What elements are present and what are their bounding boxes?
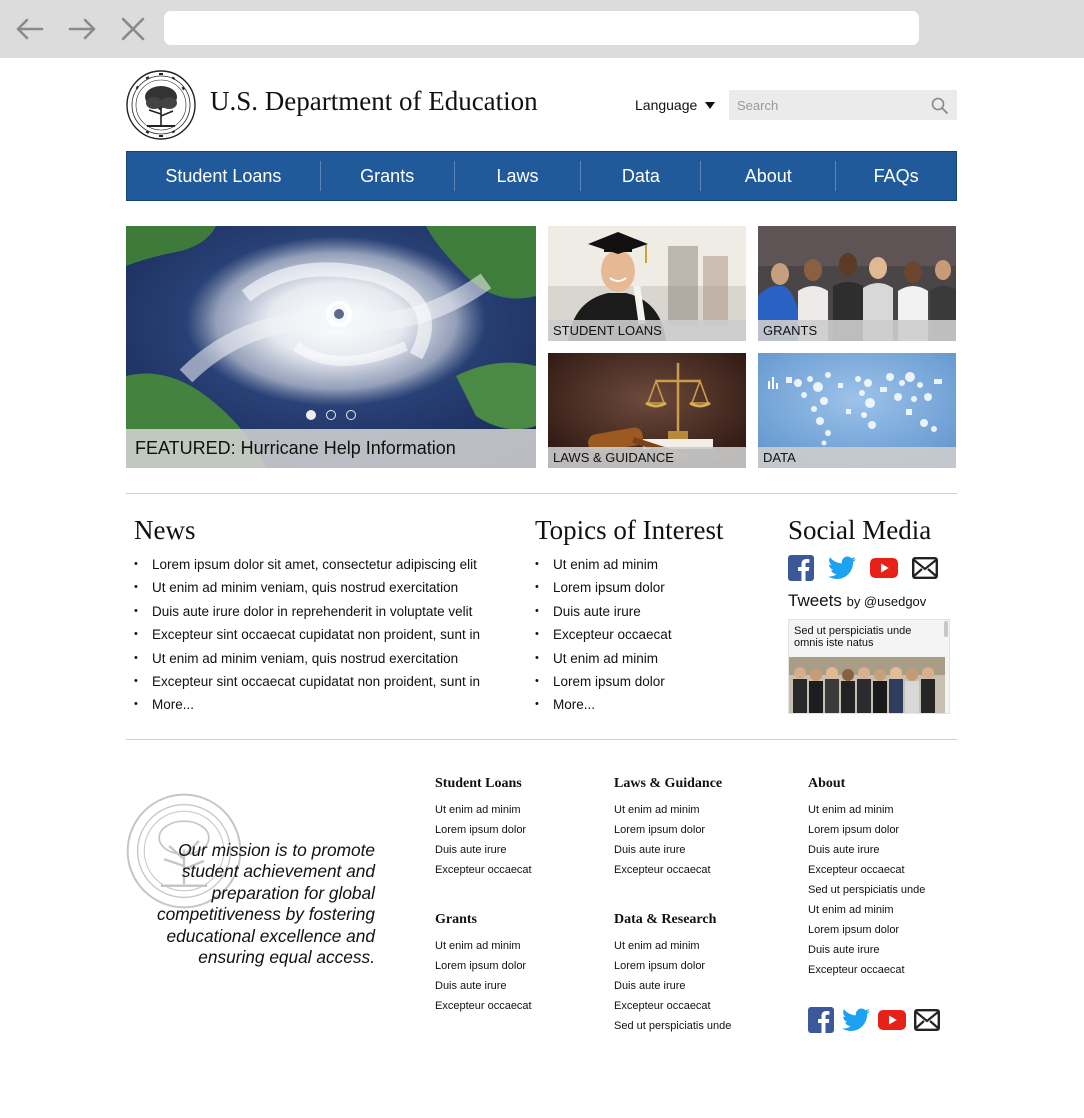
topic-item[interactable]: • Lorem ipsum dolor: [535, 576, 672, 599]
topic-item[interactable]: • Excepteur occaecat: [535, 623, 672, 646]
footer-link[interactable]: Ut enim ad minim: [614, 804, 700, 816]
tile-data[interactable]: [758, 353, 956, 468]
footer-data-research-heading[interactable]: Data & Research: [614, 912, 717, 927]
nav-student-loans[interactable]: Student Loans: [165, 165, 282, 186]
footer-data-research-links: [614, 936, 731, 1036]
tweet-group-photo: [789, 657, 945, 714]
footer-about-heading[interactable]: About: [808, 776, 846, 791]
footer-link[interactable]: Ut enim ad minim: [808, 904, 894, 916]
tweets-handle[interactable]: by @usedgov: [846, 594, 927, 609]
footer-link[interactable]: Lorem ipsum dolor: [808, 824, 900, 836]
news-item[interactable]: • Excepteur sint occaecat cupidatat non proident, sunt in: [134, 670, 480, 693]
footer-link[interactable]: Lorem ipsum dolor: [614, 960, 706, 972]
footer-link[interactable]: Duis aute irure: [614, 844, 686, 856]
language-label: Language: [635, 97, 698, 113]
footer-link[interactable]: Ut enim ad minim: [435, 940, 521, 952]
main-navigation: [126, 151, 957, 201]
nav-data[interactable]: Data: [621, 165, 660, 186]
footer-link[interactable]: Excepteur occaecat: [435, 864, 532, 876]
tweets-label: [788, 591, 926, 611]
nav-grants[interactable]: Grants: [360, 165, 415, 186]
topic-item[interactable]: • Lorem ipsum dolor: [535, 670, 672, 693]
carousel-dot-2[interactable]: [326, 410, 336, 420]
language-selector[interactable]: [635, 97, 715, 113]
youtube-icon[interactable]: [870, 558, 898, 578]
featured-caption[interactable]: FEATURED: Hurricane Help Information: [126, 429, 536, 468]
browser-toolbar: [0, 0, 1084, 58]
social-heading: Social Media: [788, 515, 932, 545]
news-more-link[interactable]: • More...: [134, 693, 480, 716]
footer-link[interactable]: Lorem ipsum dolor: [808, 924, 900, 936]
stop-button[interactable]: [116, 12, 150, 46]
footer-about-links: [808, 800, 925, 980]
news-item[interactable]: • Ut enim ad minim veniam, quis nostrud exercitation: [134, 647, 480, 670]
arrow-right-icon: [68, 17, 98, 41]
caret-down-icon: [705, 102, 715, 109]
featured-carousel[interactable]: [126, 226, 536, 468]
carousel-dot-1[interactable]: [306, 410, 316, 420]
footer-laws-links: [614, 800, 711, 880]
carousel-dot-3[interactable]: [346, 410, 356, 420]
footer-link[interactable]: Duis aute irure: [808, 944, 880, 956]
footer-link[interactable]: Excepteur occaecat: [808, 964, 905, 976]
mission-statement: Our mission is to promote student achievement and preparation for global competitiveness by fostering educational excellence and ensuring equal access.: [156, 840, 375, 968]
footer-laws-heading[interactable]: Laws & Guidance: [614, 776, 723, 791]
footer-link[interactable]: Lorem ipsum dolor: [435, 824, 527, 836]
footer-social-icons: [808, 1007, 940, 1033]
site-title[interactable]: U.S. Department of Education: [210, 86, 538, 116]
news-item[interactable]: • Ut enim ad minim veniam, quis nostrud exercitation: [134, 576, 480, 599]
footer-link[interactable]: Sed ut perspiciatis unde: [614, 1020, 732, 1032]
footer-link[interactable]: Excepteur occaecat: [435, 1000, 532, 1012]
topics-list: [535, 553, 672, 717]
facebook-icon[interactable]: [808, 1007, 834, 1033]
news-list: [134, 553, 480, 717]
topics-heading: Topics of Interest: [535, 515, 724, 545]
footer-grants-heading[interactable]: Grants: [435, 912, 477, 927]
footer-link[interactable]: Ut enim ad minim: [435, 804, 521, 816]
mail-icon[interactable]: [912, 557, 938, 579]
youtube-icon[interactable]: [878, 1010, 906, 1030]
footer-link[interactable]: Duis aute irure: [808, 844, 880, 856]
social-icons: [788, 555, 938, 581]
department-seal-logo[interactable]: [126, 70, 196, 140]
tweet-text: Sed ut perspiciatis unde omnis iste natus: [794, 625, 912, 649]
footer-link[interactable]: Excepteur occaecat: [614, 864, 711, 876]
twitter-icon[interactable]: [842, 1008, 870, 1032]
footer-divider: [126, 739, 957, 740]
footer-link[interactable]: Duis aute irure: [614, 980, 686, 992]
footer-link[interactable]: Duis aute irure: [435, 844, 507, 856]
tweet-scrollbar[interactable]: [944, 621, 948, 637]
tweets-title: Tweets: [788, 591, 842, 610]
twitter-icon[interactable]: [828, 556, 856, 580]
tile-laws-guidance[interactable]: [548, 353, 746, 468]
facebook-icon[interactable]: [788, 555, 814, 581]
tile-caption: STUDENT LOANS: [548, 320, 746, 341]
close-icon: [120, 16, 146, 42]
nav-faqs[interactable]: FAQs: [873, 165, 919, 186]
topics-more-link[interactable]: • More...: [535, 693, 672, 716]
search-icon[interactable]: [931, 97, 948, 114]
topic-item[interactable]: • Duis aute irure: [535, 600, 672, 623]
tweet-feed[interactable]: [788, 619, 950, 714]
footer-grants-links: [435, 936, 532, 1016]
back-button[interactable]: [12, 12, 46, 46]
footer-link[interactable]: Excepteur occaecat: [808, 864, 905, 876]
tile-student-loans[interactable]: [548, 226, 746, 341]
footer-student-loans-heading[interactable]: Student Loans: [435, 776, 522, 791]
footer-link[interactable]: Duis aute irure: [435, 980, 507, 992]
topic-item[interactable]: • Ut enim ad minim: [535, 647, 672, 670]
footer-link[interactable]: Ut enim ad minim: [808, 804, 894, 816]
address-bar[interactable]: [164, 11, 919, 45]
mail-icon[interactable]: [914, 1009, 940, 1031]
footer-link[interactable]: Excepteur occaecat: [614, 1000, 711, 1012]
tile-caption: LAWS & GUIDANCE: [548, 447, 746, 468]
tile-caption: DATA: [758, 447, 956, 468]
tile-caption: GRANTS: [758, 320, 956, 341]
news-heading: News: [134, 515, 196, 545]
forward-button[interactable]: [66, 12, 100, 46]
news-item[interactable]: • Duis aute irure dolor in reprehenderit in voluptate velit: [134, 600, 480, 623]
footer-student-loans-links: [435, 800, 532, 880]
search-box: [729, 90, 957, 120]
news-item[interactable]: • Excepteur sint occaecat cupidatat non proident, sunt in: [134, 623, 480, 646]
footer-link[interactable]: Sed ut perspiciatis unde: [808, 884, 926, 896]
carousel-dots: [126, 410, 536, 420]
search-input[interactable]: [729, 90, 924, 120]
footer-link[interactable]: Lorem ipsum dolor: [435, 960, 527, 972]
section-divider: [126, 493, 957, 494]
footer-link[interactable]: Ut enim ad minim: [614, 940, 700, 952]
nav-laws[interactable]: Laws: [496, 165, 539, 186]
news-item[interactable]: • Lorem ipsum dolor sit amet, consectetur adipiscing elit: [134, 553, 480, 576]
nav-about[interactable]: About: [744, 165, 792, 186]
tile-grants[interactable]: [758, 226, 956, 341]
footer-link[interactable]: Lorem ipsum dolor: [614, 824, 706, 836]
arrow-left-icon: [14, 17, 44, 41]
topic-item[interactable]: • Ut enim ad minim: [535, 553, 672, 576]
